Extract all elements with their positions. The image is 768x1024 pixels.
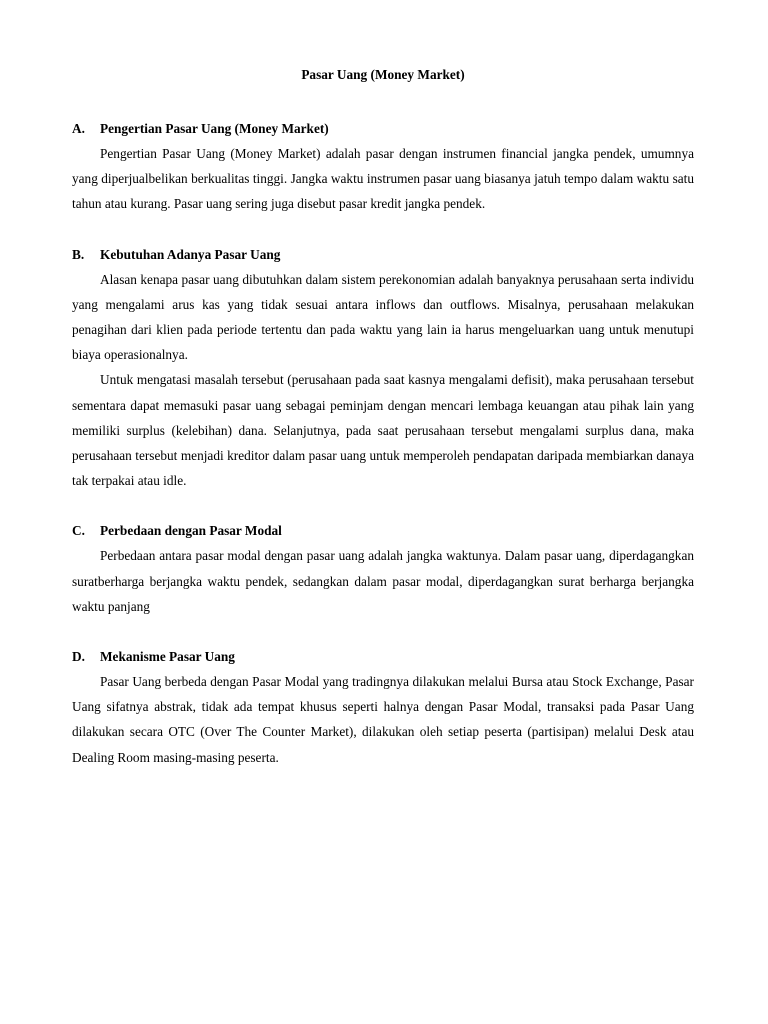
section-d xyxy=(72,644,694,770)
section-title: Mekanisme Pasar Uang xyxy=(100,649,235,665)
paragraph: Alasan kenapa pasar uang dibutuhkan dalam sistem perekonomian adalah banyaknya perusahaan serta individu yang mengalami arus kas yang tidak sesuai antara inflows dan outflows. Misalnya, perusahaan melakukan penagihan dari klien pada periode tertentu dan pada waktu yang lain ia harus mengeluarkan uang untuk menutupi biaya operasionalnya. xyxy=(72,271,694,363)
section-letter: A. xyxy=(72,121,85,136)
section-title: Pengertian Pasar Uang (Money Market) xyxy=(100,121,329,136)
paragraph: Pengertian Pasar Uang (Money Market) adalah pasar dengan instrumen financial jangka pendek, umumnya yang diperjualbelikan berkualitas tinggi. Jangka waktu instrumen pasar uang biasanya jatuh tempo dalam waktu satu tahun atau kurang. Pasar uang sering juga disebut pasar kredit jangka pendek. xyxy=(72,146,694,212)
section-heading xyxy=(72,242,694,267)
section-b xyxy=(72,242,694,494)
section-title: Kebutuhan Adanya Pasar Uang xyxy=(100,246,281,262)
document-title: Pasar Uang (Money Market) xyxy=(301,67,465,82)
paragraph: Pasar Uang berbeda dengan Pasar Modal yang tradingnya dilakukan melalui Bursa atau Stock Exchange, Pasar Uang sifatnya abstrak, tidak ada tempat khusus seperti halnya dengan Pasar Modal, transaksi pada Pasar Uang dilakukan secara OTC (Over The Counter Market), dilakukan oleh setiap peserta (partisipan) melalui Desk atau Dealing Room masing-masing peserta. xyxy=(72,674,694,765)
section-heading xyxy=(72,116,694,141)
section-title: Perbedaan dengan Pasar Modal xyxy=(100,523,282,539)
paragraph: Untuk mengatasi masalah tersebut (perusahaan pada saat kasnya mengalami defisit), maka perusahaan tersebut sementara dapat memasuki pasar uang sebagai peminjam dengan mencari lembaga keuangan atau pihak lain yang memiliki surplus (kelebihan) dana. Selanjutnya, pada saat perusahaan tersebut mengalami surplus dana, maka perusahaan tersebut menjadi kreditor dalam pasar uang untuk memperoleh pendapatan daripada membiarkan danaya tak terpakai atau idle. xyxy=(72,372,694,489)
document-body xyxy=(72,66,694,795)
section-letter: D. xyxy=(72,649,85,665)
section-letter: C. xyxy=(72,523,85,539)
section-letter: B. xyxy=(72,246,85,262)
paragraph: Perbedaan antara pasar modal dengan pasar uang adalah jangka waktunya. Dalam pasar uang, diperdagangkan suratberharga berjangka waktu pendek, sedangkan dalam pasar modal, diperdagangkan surat berharga berjangka waktu panjang xyxy=(72,548,694,614)
section-a xyxy=(72,116,694,217)
section-heading xyxy=(72,518,694,543)
section-c xyxy=(72,518,694,619)
section-heading xyxy=(72,644,694,669)
